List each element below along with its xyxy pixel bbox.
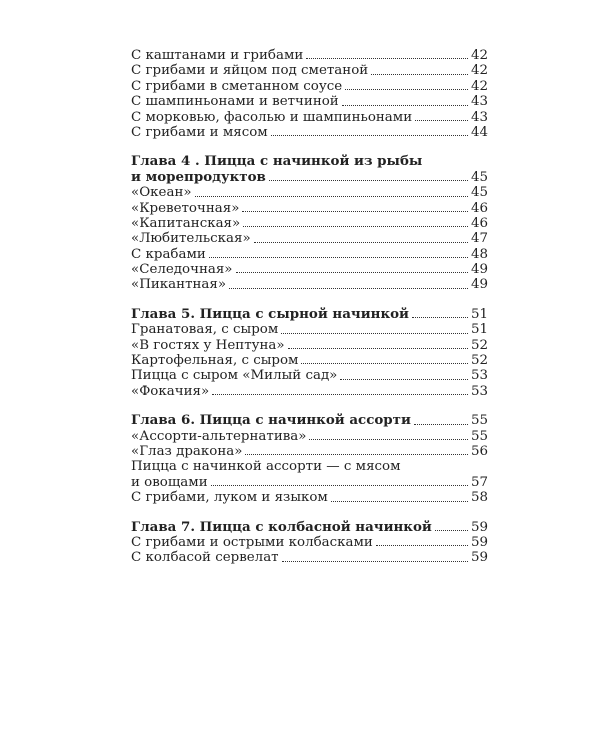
chapter-heading-page: 45 (470, 169, 488, 185)
table-of-contents (131, 48, 488, 566)
dot-leader (435, 530, 468, 531)
dot-leader (376, 545, 468, 546)
toc-entry-title: «Пикантная» (131, 277, 227, 293)
chapter-heading-entry (131, 307, 488, 322)
dot-leader (340, 379, 468, 380)
dot-leader (309, 439, 467, 440)
dot-leader (254, 242, 468, 243)
toc-entry (131, 322, 488, 337)
toc-entry (131, 185, 488, 200)
toc-entry (131, 368, 488, 383)
toc-entry-title: С каштанами и грибами (131, 47, 304, 63)
chapter-heading-page: 55 (470, 413, 488, 429)
toc-entry-page: 56 (470, 443, 488, 459)
section-gap (131, 399, 488, 413)
toc-entry (131, 535, 488, 550)
toc-entry-page: 59 (470, 550, 488, 566)
dot-leader (371, 74, 468, 75)
dot-leader (236, 272, 468, 273)
chapter-heading-title: и морепродуктов (131, 168, 266, 185)
toc-entry-page: 58 (470, 490, 488, 506)
dot-leader (412, 317, 468, 318)
dot-leader (271, 135, 468, 136)
chapter-heading-page: 59 (470, 519, 488, 535)
toc-entry-title: Картофельная, с сыром (131, 353, 299, 369)
toc-entry-page: 48 (470, 246, 488, 262)
toc-entry (131, 429, 488, 444)
toc-entry-page: 45 (470, 185, 488, 201)
toc-entry-page: 42 (470, 47, 488, 63)
toc-entry-title: «Фокачия» (131, 383, 210, 399)
toc-entry-title: С шампиньонами и ветчиной (131, 94, 339, 110)
chapter-heading-title: Глава 7. Пицца с колбасной начинкой (131, 518, 432, 535)
toc-entry-page: 42 (470, 63, 488, 79)
toc-entry-title: С грибами и острыми колбасками (131, 534, 373, 550)
dot-leader (342, 105, 468, 106)
toc-entry-page: 57 (470, 474, 488, 490)
toc-entry (131, 475, 488, 490)
toc-entry-title: и овощами (131, 474, 208, 490)
toc-entry (131, 277, 488, 292)
toc-entry-page: 51 (470, 322, 488, 338)
toc-entry-title: С колбасой сервелат (131, 550, 279, 566)
toc-entry-title: «Любительская» (131, 231, 251, 247)
toc-entry-page: 47 (470, 231, 488, 247)
toc-entry-page: 46 (470, 215, 488, 231)
toc-entry-page: 42 (470, 78, 488, 94)
toc-entry (131, 490, 488, 505)
toc-entry-title: «В гостях у Нептуна» (131, 337, 285, 353)
toc-entry-title: С морковью, фасолью и шампиньонами (131, 109, 413, 125)
dot-leader (245, 454, 468, 455)
chapter-heading: Глава 4 . Пицца с начинкой из рыбы (131, 153, 423, 170)
dot-leader (345, 89, 468, 90)
toc-entry (131, 48, 488, 63)
toc-entry (131, 262, 488, 277)
toc-entry-title: С грибами и яйцом под сметаной (131, 63, 369, 79)
toc-entry (131, 110, 488, 125)
toc-entry-title: «Креветочная» (131, 200, 240, 216)
toc-entry-page: 53 (470, 383, 488, 399)
toc-entry-title: «Капитанская» (131, 215, 241, 231)
toc-entry-page: 53 (470, 368, 488, 384)
dot-leader (195, 196, 468, 197)
toc-entry (131, 444, 488, 459)
toc-entry-page: 43 (470, 94, 488, 110)
toc-entry-title: «Селедочная» (131, 262, 233, 278)
toc-entry (131, 63, 488, 78)
toc-entry (131, 94, 488, 109)
toc-entry-page: 52 (470, 353, 488, 369)
dot-leader (306, 58, 468, 59)
dot-leader (212, 394, 468, 395)
toc-entry (131, 353, 488, 368)
toc-entry-page: 49 (470, 277, 488, 293)
dot-leader (229, 288, 468, 289)
toc-entry-title: С грибами, луком и языком (131, 490, 328, 506)
toc-entry-title: «Океан» (131, 185, 192, 201)
section-gap (131, 140, 488, 154)
dot-leader (282, 561, 468, 562)
chapter-heading-page: 51 (470, 306, 488, 322)
chapter-heading-title: Глава 5. Пицца с сырной начинкой (131, 305, 409, 322)
toc-entry-page: 49 (470, 262, 488, 278)
toc-entry-title-line: Пицца с начинкой ассорти — с мясом (131, 459, 401, 475)
toc-entry-page: 59 (470, 534, 488, 550)
toc-entry-page: 52 (470, 337, 488, 353)
toc-entry-title: «Глаз дракона» (131, 443, 243, 459)
chapter-heading-title: Глава 6. Пицца с начинкой ассорти (131, 412, 411, 429)
dot-leader (243, 226, 468, 227)
toc-entry-title: С крабами (131, 246, 206, 262)
toc-entry-page: 43 (470, 109, 488, 125)
toc-entry (131, 384, 488, 399)
toc-entry (131, 201, 488, 216)
toc-entry (131, 247, 488, 262)
dot-leader (331, 501, 468, 502)
dot-leader (414, 424, 468, 425)
section-gap (131, 293, 488, 307)
dot-leader (281, 333, 468, 334)
toc-entry-title: Пицца с сыром «Милый сад» (131, 368, 338, 384)
dot-leader (209, 257, 468, 258)
section-gap (131, 506, 488, 520)
chapter-heading-entry (131, 170, 488, 185)
dot-leader (242, 211, 468, 212)
toc-entry (131, 125, 488, 140)
toc-entry-page: 44 (470, 124, 488, 140)
toc-entry-title: С грибами и мясом (131, 124, 268, 140)
dot-leader (269, 180, 468, 181)
toc-entry (131, 550, 488, 565)
dot-leader (288, 348, 468, 349)
toc-entry-page: 46 (470, 200, 488, 216)
toc-entry (131, 216, 488, 231)
toc-entry (131, 79, 488, 94)
toc-entry (131, 231, 488, 246)
chapter-heading-entry (131, 413, 488, 428)
toc-entry-page: 55 (470, 428, 488, 444)
toc-entry-title: С грибами в сметанном соусе (131, 78, 343, 94)
chapter-heading-entry (131, 520, 488, 535)
toc-entry (131, 338, 488, 353)
dot-leader (301, 363, 468, 364)
toc-entry-title: Гранатовая, с сыром (131, 322, 279, 338)
toc-entry-title: «Ассорти-альтернатива» (131, 428, 307, 444)
dot-leader (415, 120, 468, 121)
dot-leader (211, 485, 468, 486)
